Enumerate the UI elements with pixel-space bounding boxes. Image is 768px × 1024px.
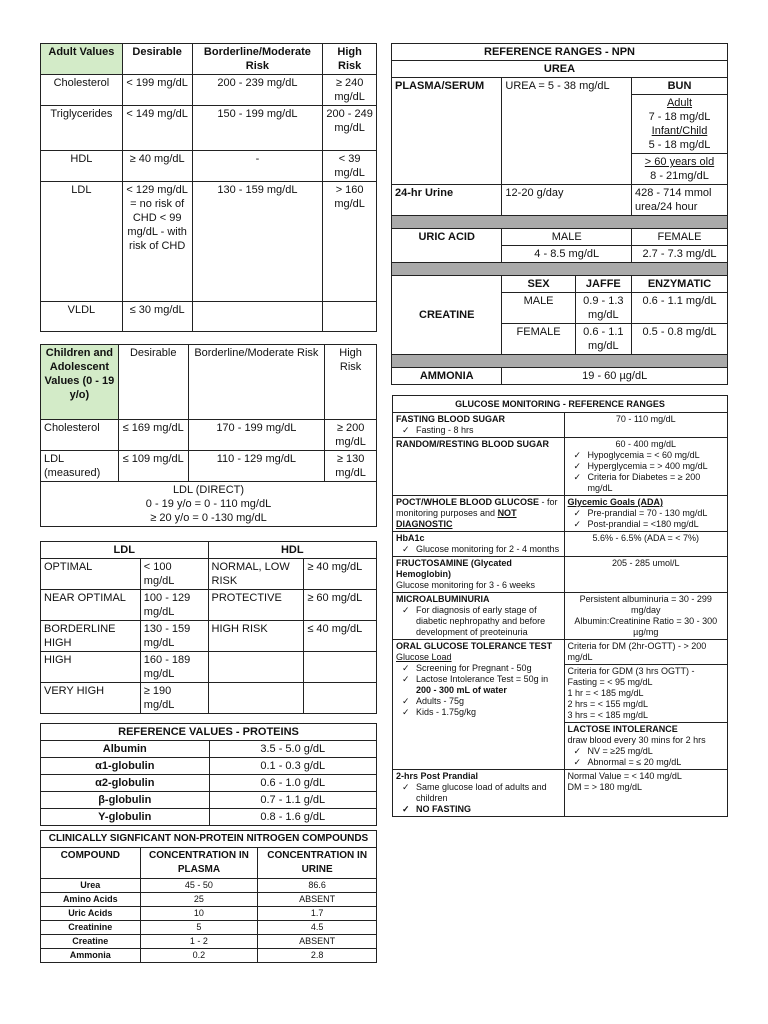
ldl-category: OPTIMAL [41, 559, 141, 590]
fructosamine-sub: (Glycated Hemoglobin) [396, 558, 512, 579]
row-borderline: 170 - 199 mg/dL [188, 420, 325, 451]
poct-not-diagnostic: NOT DIAGNOSTIC [396, 508, 517, 529]
ogtt-gdm-label: Criteria for GDM (3 hrs OGTT) - [567, 666, 695, 676]
compound-urine: ABSENT [258, 893, 377, 907]
header-desirable: Desirable [122, 44, 192, 75]
row-borderline: 200 - 239 mg/dL [192, 75, 323, 106]
npn-reference-table [391, 43, 728, 385]
lactose-label: LACTOSE INTOLERANCE [567, 724, 678, 734]
ldl-category: VERY HIGH [41, 683, 141, 714]
row-high: 200 - 249 mg/dL [323, 106, 377, 151]
ogtt-gdm-block [565, 665, 727, 722]
hba1c-bullet: ✓ Glucose monitoring for 2 - 4 months [396, 544, 561, 555]
hdl-category: HIGH RISK [208, 621, 304, 652]
compound-name: Creatinine [41, 921, 141, 935]
row-name: VLDL [41, 302, 123, 332]
hdl-value: ≤ 40 mg/dL [304, 621, 377, 652]
pp-cell [393, 770, 565, 817]
protein-name: α1-globulin [41, 758, 210, 775]
urea-value: UREA = 5 - 38 mg/dL [502, 78, 632, 185]
ogtt-lactose-text: Lactose Intolerance Test = 50g in [416, 674, 549, 684]
compound-name: Uric Acids [41, 907, 141, 921]
ogtt-gdm-3hr: 3 hrs = < 185 mg/dL [567, 710, 649, 720]
ogtt-cell [393, 640, 565, 770]
protein-value: 0.8 - 1.6 g/dL [209, 809, 376, 826]
protein-value: 0.1 - 0.3 g/dL [209, 758, 376, 775]
header-borderline: Borderline/Moderate Risk [192, 44, 323, 75]
uric-male-value: 4 - 8.5 mg/dL [502, 246, 632, 263]
row-name: HDL [41, 151, 123, 182]
compound-urine: 86.6 [258, 879, 377, 893]
ogtt-bullet: ✓ Screening for Pregnant - 50g [396, 663, 561, 674]
poct-cell [393, 496, 565, 532]
micro-bullet: ✓ For diagnosis of early stage of diabetic nephropathy and before development of preoteinuria [396, 605, 561, 638]
hdl-category: PROTECTIVE [208, 590, 304, 621]
lactose-bullet: ✓ NV = ≥25 mg/dL [568, 746, 724, 757]
row-high: ≥ 130 mg/dL [325, 451, 377, 482]
ogtt-bullet: ✓ Kids - 1.75g/kg [396, 707, 561, 718]
row-name: LDL [41, 182, 123, 302]
rbs-cell [564, 438, 727, 496]
compound-urine: 2.8 [258, 949, 377, 963]
bun-adult-cell [632, 95, 728, 154]
fbs-cell [393, 413, 565, 438]
divider [392, 355, 728, 368]
uric-female-header: FEMALE [632, 229, 728, 246]
ogtt-gdm-1hr: 1 hr = < 185 mg/dL [567, 688, 644, 698]
row-high: < 39 mg/dL [323, 151, 377, 182]
header-ldl: LDL [41, 542, 209, 559]
npn-compounds-table [40, 830, 377, 963]
row-borderline: 150 - 199 mg/dL [192, 106, 323, 151]
protein-value: 3.5 - 5.0 g/dL [209, 741, 376, 758]
header-desirable: Desirable [118, 345, 188, 420]
urine24-mmol: 428 - 714 mmol urea/24 hour [632, 185, 728, 216]
compound-urine: ABSENT [258, 935, 377, 949]
row-high: ≥ 200 mg/dL [325, 420, 377, 451]
micro-value-2: Albumin:Creatinine Ratio = 30 - 300 µg/mg [574, 616, 718, 637]
compound-plasma: 25 [140, 893, 258, 907]
bun-elder-value: 8 - 21mg/dL [650, 170, 709, 182]
hdl-category [208, 683, 304, 714]
compound-urine: 4.5 [258, 921, 377, 935]
creatine-female-jaffe: 0.6 - 1.1 mg/dL [575, 324, 631, 355]
bun-infant-label: Infant/Child [651, 125, 708, 137]
poct-label: POCT/WHOLE BLOOD GLUCOSE [396, 497, 539, 507]
npn-compounds-title: CLINICALLY SIGNFICANT NON-PROTEIN NITROGEN COMPOUNDS [41, 831, 377, 848]
children-lipid-table [40, 344, 377, 527]
bun-elder-cell [632, 154, 728, 185]
protein-name: β-globulin [41, 792, 210, 809]
compound-plasma: 10 [140, 907, 258, 921]
row-borderline: - [192, 151, 323, 182]
micro-cell [393, 593, 565, 640]
micro-value-1: Persistent albuminuria = 30 - 299 mg/day [579, 594, 712, 615]
header-compound: COMPOUND [41, 848, 141, 879]
row-desirable: ≥ 40 mg/dL [122, 151, 192, 182]
pp-values [564, 770, 727, 817]
rbs-value: 60 - 400 mg/dL [615, 439, 677, 449]
ogtt-values-cell [564, 640, 727, 770]
hdl-category [208, 652, 304, 683]
row-name: LDL (measured) [41, 451, 119, 482]
ogtt-label: ORAL GLUCOSE TOLERANCE TEST [396, 641, 553, 651]
lactose-text: draw blood every 30 mins for 2 hrs [567, 735, 706, 745]
npn-title: REFERENCE RANGES - NPN [392, 44, 728, 61]
row-desirable: ≤ 30 mg/dL [122, 302, 192, 332]
micro-values [564, 593, 727, 640]
hba1c-cell [393, 532, 565, 557]
row-desirable: < 199 mg/dL [122, 75, 192, 106]
ldl-category: NEAR OPTIMAL [41, 590, 141, 621]
row-name: Triglycerides [41, 106, 123, 151]
ldl-direct-title: LDL (DIRECT) [172, 484, 245, 496]
ogtt-bullet: ✓ Adults - 75g [396, 696, 561, 707]
divider [392, 263, 728, 276]
header-children-values: Children and Adolescent Values (0 - 19 y/o) [41, 345, 119, 420]
creatine-male-jaffe: 0.9 - 1.3 mg/dL [575, 293, 631, 324]
hba1c-value: 5.6% - 6.5% (ADA = < 7%) [564, 532, 727, 557]
hba1c-label: HbA1c [396, 533, 425, 543]
rbs-label: RANDOM/RESTING BLOOD SUGAR [393, 438, 565, 496]
header-high-risk: High Risk [325, 345, 377, 420]
ogtt-gdm-2hr: 2 hrs = < 155 mg/dL [567, 699, 649, 709]
ldl-direct-cell [41, 482, 377, 527]
enzymatic-header: ENZYMATIC [632, 276, 728, 293]
adult-lipid-table [40, 43, 377, 332]
uric-acid-label: URIC ACID [392, 229, 502, 263]
ogtt-load-label: Glucose Load [396, 652, 452, 662]
compound-plasma: 0.2 [140, 949, 258, 963]
header-urine: CONCENTRATION IN URINE [258, 848, 377, 879]
compound-name: Ammonia [41, 949, 141, 963]
header-hdl: HDL [208, 542, 377, 559]
fbs-value: 70 - 110 mg/dL [564, 413, 727, 438]
pp-bullet: ✓ NO FASTING [396, 804, 561, 815]
fructosamine-label: FRUCTOSAMINE [396, 558, 469, 568]
hdl-value [304, 683, 377, 714]
row-high: ≥ 240 mg/dL [323, 75, 377, 106]
hdl-value [304, 652, 377, 683]
compound-plasma: 1 - 2 [140, 935, 258, 949]
ada-cell [564, 496, 727, 532]
ada-bullet: ✓ Post-prandial = <180 mg/dL [568, 519, 724, 530]
lactose-bullet: ✓ Abnormal = ≤ 20 mg/dL [568, 757, 724, 768]
compound-name: Amino Acids [41, 893, 141, 907]
bun-elder-label: > 60 years old [644, 156, 715, 168]
ammonia-label: AMMONIA [392, 368, 502, 385]
protein-value: 0.6 - 1.0 g/dL [209, 775, 376, 792]
header-plasma: CONCENTRATION IN PLASMA [140, 848, 258, 879]
ldl-value: 130 - 159 mg/dL [140, 621, 208, 652]
rbs-bullet: ✓ Hypoglycemia = < 60 mg/dL [568, 450, 724, 461]
row-desirable: < 149 mg/dL [122, 106, 192, 151]
fructosamine-cell [393, 557, 565, 593]
fbs-bullet: ✓ Fasting - 8 hrs [396, 425, 561, 436]
hdl-value: ≥ 40 mg/dL [304, 559, 377, 590]
urine24-label: 24-hr Urine [392, 185, 502, 216]
row-borderline: 110 - 129 mg/dL [188, 451, 325, 482]
row-name: Cholesterol [41, 420, 119, 451]
row-name: Cholesterol [41, 75, 123, 106]
proteins-table [40, 723, 377, 826]
protein-name: Albumin [41, 741, 210, 758]
hdl-category: NORMAL, LOW RISK [208, 559, 304, 590]
ada-label: Glycemic Goals (ADA) [567, 497, 664, 507]
compound-plasma: 5 [140, 921, 258, 935]
protein-value: 0.7 - 1.1 g/dL [209, 792, 376, 809]
compound-name: Urea [41, 879, 141, 893]
creatine-female: FEMALE [502, 324, 575, 355]
urea-header: UREA [392, 61, 728, 78]
header-high-risk: High Risk [323, 44, 377, 75]
hdl-value: ≥ 60 mg/dL [304, 590, 377, 621]
row-high [323, 302, 377, 332]
fructosamine-value: 205 - 285 umol/L [564, 557, 727, 593]
row-desirable: < 129 mg/dL = no risk of CHD < 99 mg/dL - with risk of CHD [122, 182, 192, 302]
plasma-serum-label: PLASMA/SERUM [392, 78, 502, 185]
creatine-female-enzymatic: 0.5 - 0.8 mg/dL [632, 324, 728, 355]
glucose-monitoring-table [392, 395, 728, 817]
pp-bullet: ✓ Same glucose load of adults and children [396, 782, 561, 804]
ogtt-lactose-volume: 200 - 300 mL of water [416, 685, 507, 695]
row-high: > 160 mg/dL [323, 182, 377, 302]
protein-name: Y-globulin [41, 809, 210, 826]
ldl-hdl-table [40, 541, 377, 714]
jaffe-header: JAFFE [575, 276, 631, 293]
uric-female-value: 2.7 - 7.3 mg/dL [632, 246, 728, 263]
row-desirable: ≤ 109 mg/dL [118, 451, 188, 482]
ldl-category: BORDERLINE HIGH [41, 621, 141, 652]
ldl-direct-range-1: 0 - 19 y/o = 0 - 110 mg/dL [145, 498, 272, 510]
pp-label: 2-hrs Post Prandial [396, 771, 479, 781]
protein-name: α2-globulin [41, 775, 210, 792]
compound-plasma: 45 - 50 [140, 879, 258, 893]
creatine-male-enzymatic: 0.6 - 1.1 mg/dL [632, 293, 728, 324]
uric-male-header: MALE [502, 229, 632, 246]
ogtt-bullet [396, 674, 561, 696]
ogtt-gdm-fasting: Fasting = < 95 mg/dL [567, 677, 653, 687]
compound-urine: 1.7 [258, 907, 377, 921]
row-desirable: ≤ 169 mg/dL [118, 420, 188, 451]
bun-header: BUN [632, 78, 728, 95]
rbs-bullet: ✓ Hyperglycemia = > 400 mg/dL [568, 461, 724, 472]
ammonia-value: 19 - 60 µg/dL [502, 368, 728, 385]
row-borderline: 130 - 159 mg/dL [192, 182, 323, 302]
sex-header: SEX [502, 276, 575, 293]
ada-bullet: ✓ Pre-prandial = 70 - 130 mg/dL [568, 508, 724, 519]
ldl-value: < 100 mg/dL [140, 559, 208, 590]
creatine-male: MALE [502, 293, 575, 324]
fructosamine-text: Glucose monitoring for 3 - 6 weeks [396, 580, 536, 590]
poct-text: - for monitoring purposes and [396, 497, 558, 518]
header-borderline: Borderline/Moderate Risk [188, 345, 325, 420]
bun-adult-label: Adult [666, 97, 693, 109]
fbs-label: FASTING BLOOD SUGAR [396, 414, 506, 424]
ldl-value: 160 - 189 mg/dL [140, 652, 208, 683]
micro-label: MICROALBUMINURIA [396, 594, 490, 604]
compound-name: Creatine [41, 935, 141, 949]
lactose-block [565, 722, 727, 769]
pp-normal: Normal Value = < 140 mg/dL [567, 771, 682, 781]
ogtt-dm-criteria: Criteria for DM (2hr-OGTT) - > 200 mg/dL [565, 640, 727, 665]
glucose-title: GLUCOSE MONITORING - REFERENCE RANGES [393, 396, 728, 413]
ldl-category: HIGH [41, 652, 141, 683]
rbs-bullet: ✓ Criteria for Diabetes = ≥ 200 mg/dL [568, 472, 724, 494]
ldl-value: 100 - 129 mg/dL [140, 590, 208, 621]
header-adult-values: Adult Values [41, 44, 123, 75]
row-borderline [192, 302, 323, 332]
creatine-label: CREATINE [392, 276, 502, 355]
bun-adult-value: 7 - 18 mg/dL [648, 111, 711, 123]
divider [392, 216, 728, 229]
proteins-title: REFERENCE VALUES - PROTEINS [41, 724, 377, 741]
ldl-value: ≥ 190 mg/dL [140, 683, 208, 714]
pp-dm: DM = > 180 mg/dL [567, 782, 643, 792]
bun-infant-value: 5 - 18 mg/dL [648, 139, 711, 151]
ldl-direct-range-2: ≥ 20 y/o = 0 -130 mg/dL [150, 512, 267, 524]
urine24-value: 12-20 g/day [502, 185, 632, 216]
